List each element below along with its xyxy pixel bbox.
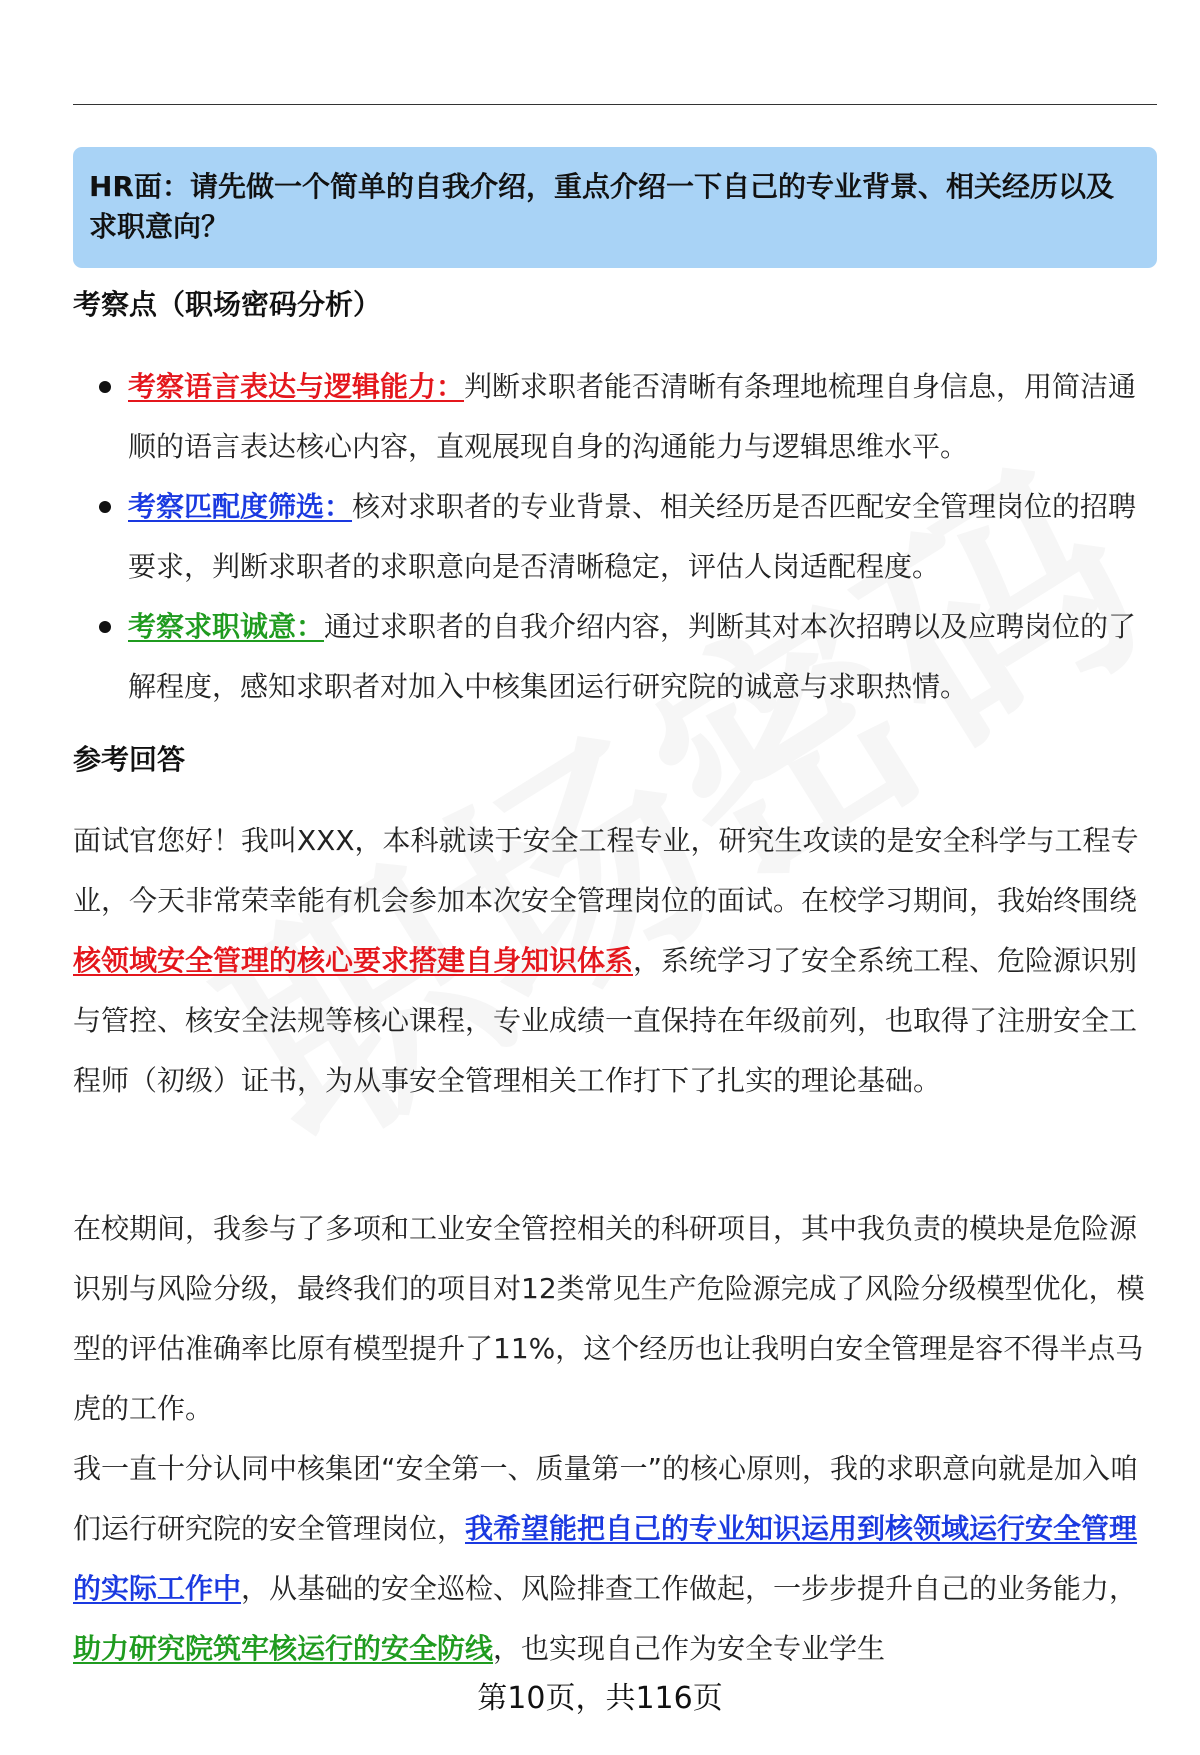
question-box (73, 147, 1157, 268)
bullet-icon (99, 381, 111, 393)
paragraph-text: 我一直十分认同中核集团“安全第一、质量第一”的核心原则，我的求职意向就是加入咱们运行研究院的安全管理岗位， (73, 1452, 1139, 1545)
highlight-green: 助力研究院筑牢核运行的安全防线 (73, 1632, 494, 1665)
answer-heading: 参考回答 (73, 743, 186, 776)
highlight-red: 核领域安全管理的核心要求搭建自身知识体系 (73, 944, 634, 977)
paragraph-text: ，从基础的安全巡检、风险排查工作做起，一步步提升自己的业务能力， (241, 1572, 1138, 1605)
bullet-text: 核对求职者的专业背景、相关经历是否匹配安全管理岗位的招聘要求，判断求职者的求职意向是否清晰稳定，评估人岗适配程度。 (128, 490, 1137, 583)
list-item (73, 477, 1157, 597)
paragraph-text: ，也实现自己作为安全专业学生 (493, 1632, 886, 1665)
bullet-text: 通过求职者的自我介绍内容，判断其对本次招聘以及应聘岗位的了解程度，感知求职者对加入中核集团运行研究院的诚意与求职热情。 (128, 610, 1137, 703)
bullet-text: 判断求职者能否清晰有条理地梳理自身信息，用简洁通顺的语言表达核心内容，直观展现自身的沟通能力与逻辑思维水平。 (128, 370, 1137, 463)
list-item (73, 597, 1157, 717)
page-number: 第10页，共116页 (477, 1681, 723, 1716)
analysis-list (73, 357, 1157, 717)
paragraph-text: ，系统学习了安全系统工程、危险源识别与管控、核安全法规等核心课程，专业成绩一直保持在年级前列，也取得了注册安全工程师（初级）证书，为从事安全管理相关工作打下了扎实的理论基础。 (73, 944, 1138, 1097)
list-item (73, 357, 1157, 477)
bullet-icon (99, 621, 111, 633)
bullet-key: 考察匹配度筛选： (128, 490, 353, 523)
highlight-blue: 我希望能把自己的专业知识运用到核领域运行安全管理的实际工作中 (73, 1512, 1138, 1605)
bullet-key: 考察语言表达与逻辑能力： (128, 370, 465, 403)
bullet-icon (99, 501, 111, 513)
answer-paragraph-1 (73, 811, 1157, 1111)
answer-paragraph-3 (73, 1439, 1157, 1679)
bullet-key: 考察求职诚意： (128, 610, 325, 643)
header-divider (73, 104, 1157, 105)
paragraph-text: 在校期间，我参与了多项和工业安全管控相关的科研项目，其中我负责的模块是危险源识别与风险分级，最终我们的项目对12类常见生产危险源完成了风险分级模型优化，模型的评估准确率比原有模型提升了11%，这个经历也让我明白安全管理是容不得半点马虎的工作。 (73, 1212, 1145, 1425)
answer-paragraph-2 (73, 1199, 1157, 1439)
analysis-heading: 考察点（职场密码分析） (73, 288, 382, 321)
paragraph-text: 面试官您好！我叫XXX，本科就读于安全工程专业，研究生攻读的是安全科学与工程专业，今天非常荣幸能有机会参加本次安全管理岗位的面试。在校学习期间，我始终围绕 (73, 824, 1139, 917)
question-text: HR面：请先做一个简单的自我介绍，重点介绍一下自己的专业背景、相关经历以及求职意向？ (89, 170, 1114, 243)
